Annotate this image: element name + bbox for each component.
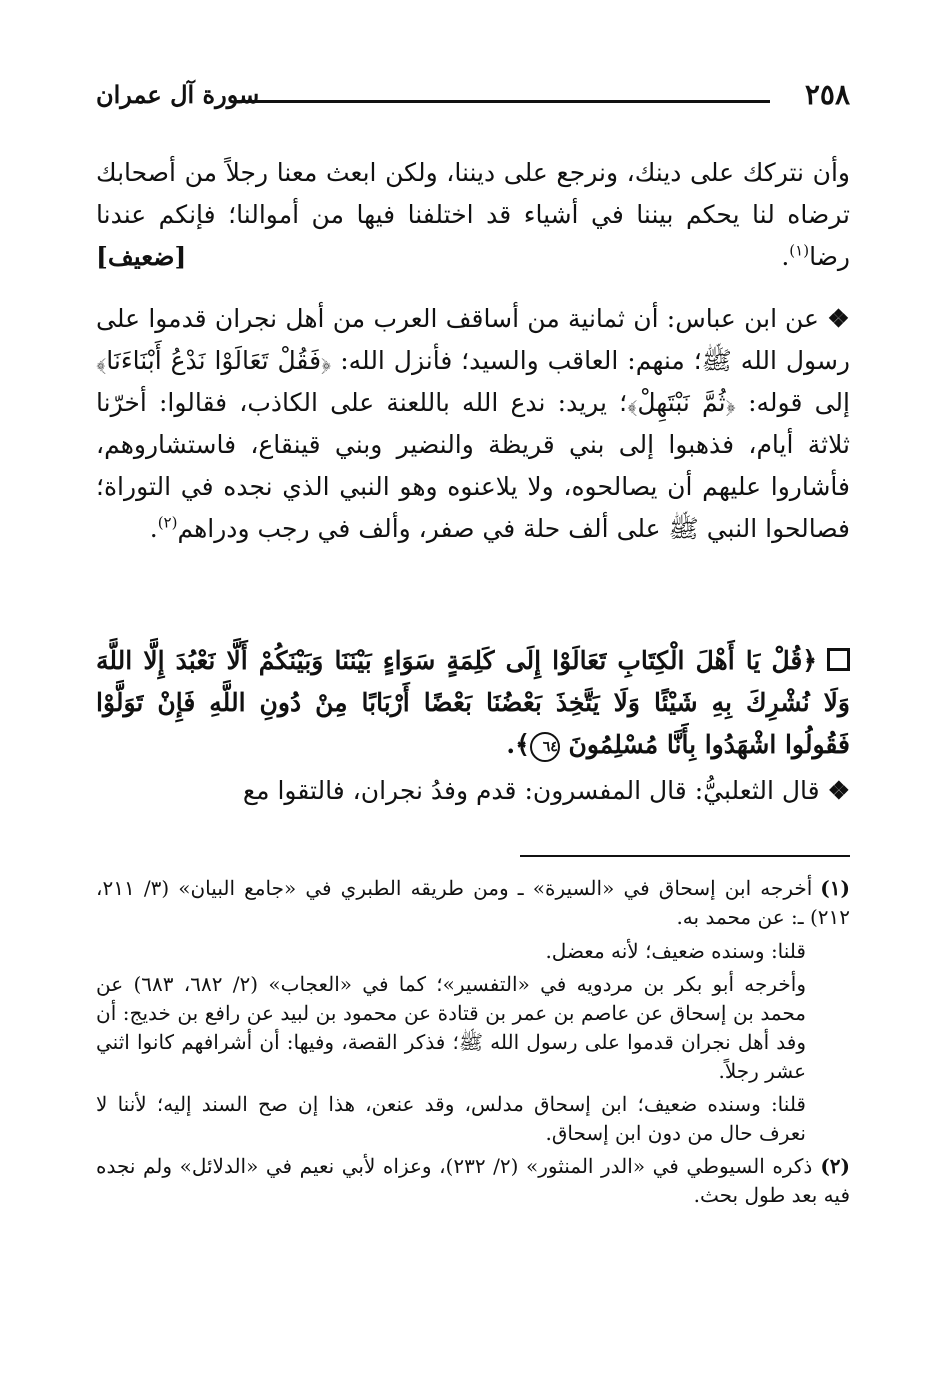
footnote-ref-2[interactable]: (٢) [157, 513, 178, 532]
paragraph-body: عن ابن عباس: أن ثمانية من أساقف العرب من أهل نجران قدموا على رسول الله ﷺ؛ منهم: العاقب والسيد؛ فأنزل الله: ﴿فَقُلْ تَعَالَوْا نَدْعُ أَبْنَاءَنَا﴾ إلى قوله: ﴿ثُمَّ نَبْتَهِلْ﴾؛ يريد: ندع الله باللعنة على الكاذب، فقالوا: أخرّنا ثلاثة أيام، فذهبوا إلى بني قريظة والنضير وبني قينقاع، فاستشاروهم، فأشاروا عليهم أن يصالحوه، ولا يلاعنوه وهو النبي الذي نجده في التوراة؛ فصالحوا النبي ﷺ على ألف حلة في صفر، وألف في رجب ودراهم [96, 304, 850, 543]
footnote-1-note: قلنا: وسنده ضعيف؛ ابن إسحاق مدلس، وقد عنعن، هذا إن صح السند إليه؛ لأننا لا نعرف حال من دون ابن إسحاق. [96, 1092, 806, 1145]
footnotes [96, 874, 850, 1215]
narration-ibn-abbas [96, 298, 850, 550]
footnote-1-note: قلنا: وسنده ضعيف؛ لأنه معضل. [545, 939, 806, 963]
verse-body: ﴿قُلْ يَا أَهْلَ الْكِتَابِ تَعَالَوْا إِلَى كَلِمَةٍ سَوَاءٍ بَيْنَنَا وَبَيْنَكُمْ أَلَّا نَعْبُدَ إِلَّا اللَّهَ وَلَا نُشْرِكَ بِهِ شَيْئًا وَلَا يَتَّخِذَ بَعْضُنَا بَعْضًا أَرْبَابًا مِنْ دُونِ اللَّهِ فَإِنْ تَوَلَّوْا فَقُولُوا اشْهَدُوا بِأَنَّا مُسْلِمُونَ [96, 646, 850, 759]
footnote-text: أخرجه ابن إسحاق في «السيرة» ـ ومن طريقه الطبري في «جامع البيان» (٣/ ٢١١، ٢١٢) ـ: عن محمد به. [96, 876, 850, 929]
narration-thaalabi [96, 770, 850, 812]
square-marker-icon [827, 648, 850, 671]
sentence-end: . [149, 514, 158, 543]
quran-verse [96, 640, 850, 766]
paragraph-text [96, 770, 850, 812]
paragraph-text [96, 298, 850, 550]
footnote-separator [520, 855, 850, 857]
footnote-1-note: وأخرجه أبو بكر بن مردويه في «التفسير»؛ كما في «العجاب» (٢/ ٦٨٢، ٦٨٣) عن محمد بن إسحاق عن عاصم بن عمر بن قتادة عن محمود بن لبيد عن رافع بن خديج: أن وفد أهل نجران قدموا على رسول الله ﷺ؛ فذكر القصة، وفيها: أن أشرافهم كانوا اثني عشر رجلاً. [96, 972, 807, 1083]
footnote-text: ذكره السيوطي في «الدر المنثور» (٢/ ٢٣٢)، وعزاه لأبي نعيم في «الدلائل» ولم نجده فيه بعد طول بحث. [96, 1154, 850, 1207]
paragraph-body: وأن نتركك على دينك، ونرجع على ديننا، ولكن ابعث معنا رجلاً من أصحابك ترضاه لنا يحكم بيننا في أشياء قد اختلفنا فيها من أموالنا؛ فإنكم عندنا رضا [96, 158, 850, 271]
paragraph-continued [96, 152, 850, 278]
page-number: ٢٥٨ [804, 78, 850, 111]
verse-text [96, 640, 850, 766]
surah-title: سورة آل عمران [96, 80, 260, 109]
footnote-number: (١) [820, 876, 850, 900]
footnote-number: (٢) [820, 1154, 850, 1178]
ayah-number-icon: ٦٤ [530, 732, 560, 762]
paragraph-marker-icon: ❖ [827, 776, 850, 805]
grade-label: [ضعيف] [96, 242, 187, 271]
footnote-ref-1[interactable]: (١) [789, 241, 810, 260]
paragraph-body: قال الثعلبيُّ: قال المفسرون: قدم وفدُ نجران، فالتقوا مع [242, 776, 820, 805]
footnote-2 [96, 1152, 850, 1210]
verse-close: ﴾. [506, 730, 530, 759]
sentence-end: . [781, 242, 790, 271]
paragraph-marker-icon: ❖ [827, 304, 850, 333]
footnote-1 [96, 874, 850, 932]
running-header [96, 78, 850, 118]
header-rule [234, 100, 770, 103]
paragraph-text [96, 152, 850, 278]
